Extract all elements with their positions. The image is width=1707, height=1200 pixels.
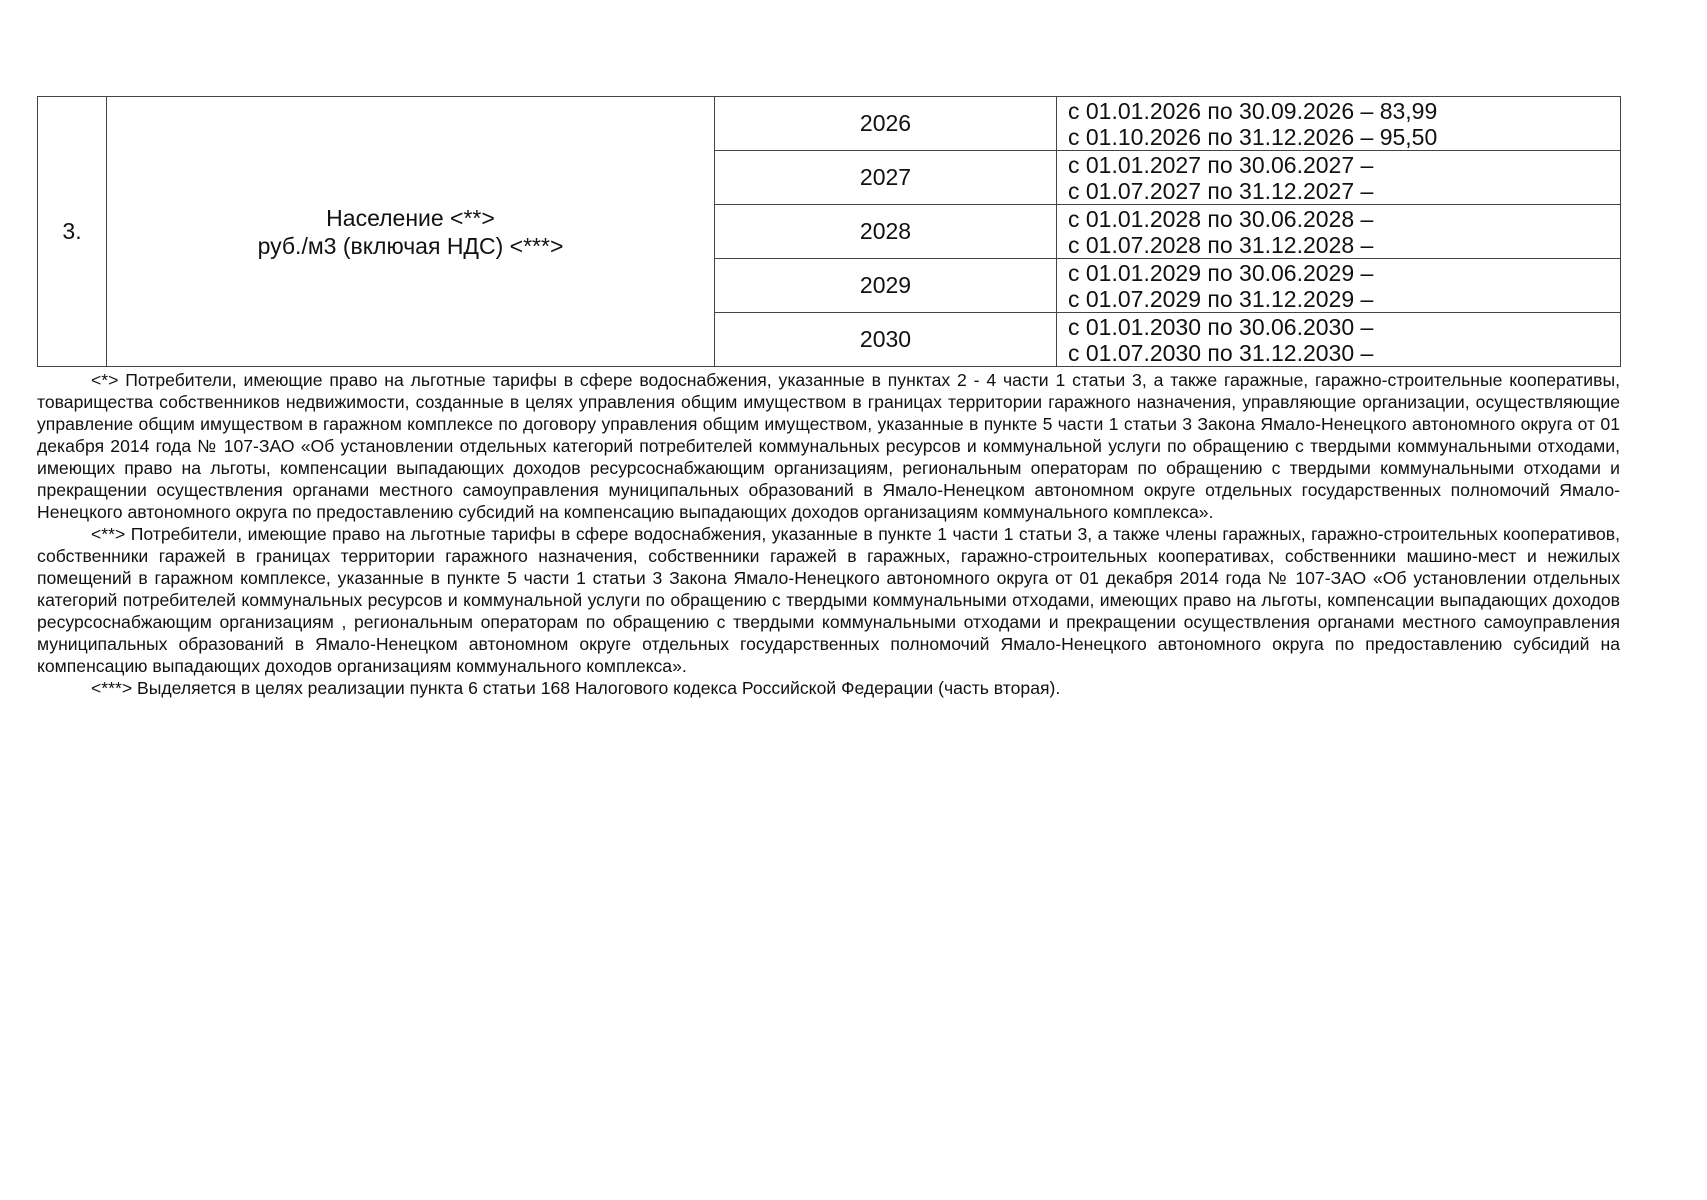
category-name: Население <**> (326, 204, 495, 231)
period-cell (1057, 259, 1621, 313)
year-cell: 2030 (715, 313, 1057, 367)
footnote-2: <**> Потребители, имеющие право на льготные тарифы в сфере водоснабжения, указанные в пункте 1 части 1 статьи 3, а также члены гаражных, гаражно-строительных кооперативов, собственники гаражей в границах территории гаражного назначения, собственники гаражей в гаражных, гаражно-строительных кооперативах, собственники машино-мест и нежилых помещений в гаражном комплексе, указанные в пункте 5 части 1 статьи 3 Закона Ямало-Ненецкого автономного округа от 01 декабря 2014 года № 107-ЗАО «Об установлении отдельных категорий потребителей коммунальных ресурсов и коммунальной услуги по обращению с твердыми коммунальными отходами, имеющих право на льготы, компенсации выпадающих доходов ресурсоснабжающим организациям , региональным операторам по обращению с твердыми коммунальными отходами и прекращении осуществления органами местного самоуправления муниципальных образований в Ямало-Ненецком автономном округе отдельных государственных полномочий Ямало-Ненецкого автономного округа по предоставлению субсидий на компенсацию выпадающих доходов организациям коммунального комплекса». (37, 524, 1620, 676)
period-line: с 01.01.2028 по 30.06.2028 – (1068, 205, 1374, 232)
footnote-3: <***> Выделяется в целях реализации пункта 6 статьи 168 Налогового кодекса Российской Федерации (часть вторая). (91, 678, 1061, 698)
year-cell: 2028 (715, 205, 1057, 259)
period-cell (1057, 151, 1621, 205)
period-cell (1057, 205, 1621, 259)
period-line: с 01.01.2027 по 30.06.2027 – (1068, 151, 1374, 178)
consumer-category (107, 97, 715, 367)
year-cell: 2029 (715, 259, 1057, 313)
period-cell (1057, 313, 1621, 367)
year-cell: 2026 (715, 97, 1057, 151)
period-line: с 01.10.2026 по 31.12.2026 – 95,50 (1068, 123, 1438, 150)
period-line: с 01.07.2029 по 31.12.2029 – (1068, 285, 1374, 312)
period-line: с 01.01.2026 по 30.09.2026 – 83,99 (1068, 97, 1438, 124)
category-unit: руб./м3 (включая НДС) <***> (257, 232, 564, 259)
table-row (38, 97, 1621, 151)
period-line: с 01.07.2027 по 31.12.2027 – (1068, 177, 1374, 204)
period-line: с 01.07.2028 по 31.12.2028 – (1068, 231, 1374, 258)
row-number: 3. (38, 97, 107, 367)
period-line: с 01.01.2030 по 30.06.2030 – (1068, 313, 1374, 340)
tariff-table (37, 96, 1621, 367)
period-cell (1057, 97, 1621, 151)
document-page (37, 96, 1620, 699)
period-line: с 01.01.2029 по 30.06.2029 – (1068, 259, 1374, 286)
footnote-1: <*> Потребители, имеющие право на льготные тарифы в сфере водоснабжения, указанные в пунктах 2 - 4 части 1 статьи 3, а также гаражные, гаражно-строительные кооперативы, товарищества собственников недвижимости, созданные в целях управления общим имуществом в границах территории гаражного назначения, управляющие организации, осуществляющие управление общим имуществом в гаражном комплексе по договору управления общим имуществом, указанные в пункте 5 части 1 статьи 3 Закона Ямало-Ненецкого автономного округа от 01 декабря 2014 года № 107-ЗАО «Об установлении отдельных категорий потребителей коммунальных ресурсов и коммунальной услуги по обращению с твердыми коммунальными отходами, имеющих право на льготы, компенсации выпадающих доходов ресурсоснабжающим организациям, региональным операторам по обращению с твердыми коммунальными отходами и прекращении осуществления органами местного самоуправления муниципальных образований в Ямало-Ненецком автономном округе отдельных государственных полномочий Ямало-Ненецкого автономного округа по предоставлению субсидий на компенсацию выпадающих доходов организациям коммунального комплекса». (37, 370, 1620, 522)
year-cell: 2027 (715, 151, 1057, 205)
footnotes (37, 369, 1620, 699)
period-line: с 01.07.2030 по 31.12.2030 – (1068, 339, 1374, 366)
